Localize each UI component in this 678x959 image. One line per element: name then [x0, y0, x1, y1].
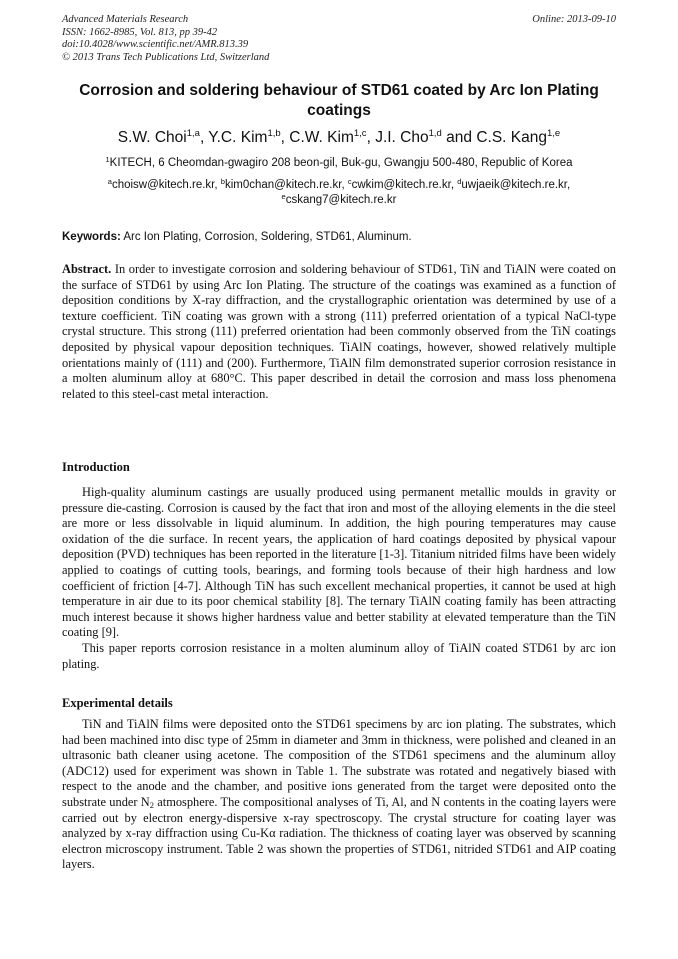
experimental-paragraph — [62, 717, 616, 873]
paper-title: Corrosion and soldering behaviour of STD61 coated by Arc Ion Plating coatings — [79, 82, 599, 119]
journal-name: Advanced Materials Research — [62, 14, 189, 25]
email-address: cwkim@kitech.re.kr — [351, 179, 451, 191]
author-separator: , — [280, 129, 290, 146]
email-entry — [108, 179, 221, 191]
email-mark: a — [107, 177, 112, 186]
author-name: S.W. Choi — [117, 129, 187, 146]
introduction-heading: Introduction — [62, 460, 130, 474]
introduction-paragraph: This paper reports corrosion resistance in a molten aluminum alloy of TiAlN coated STD61 by arc ion plating. — [62, 640, 616, 671]
author-separator: , — [366, 129, 376, 146]
email-separator: , — [450, 179, 458, 191]
email-list — [62, 178, 616, 208]
experimental-body — [62, 717, 616, 873]
email-mark: b — [220, 177, 225, 186]
email-entry — [348, 179, 457, 191]
author-affil-mark: 1,a — [186, 128, 200, 139]
affiliation — [62, 156, 616, 171]
email-address: kim0chan@kitech.re.kr — [224, 179, 342, 191]
email-separator: , — [567, 179, 571, 191]
issn-line: ISSN: 1662-8985, Vol. 813, pp 39-42 — [62, 26, 218, 38]
author — [289, 129, 375, 146]
journal-header — [62, 14, 616, 64]
author-affil-mark: 1,e — [546, 128, 561, 139]
experimental-heading: Experimental details — [62, 696, 173, 710]
author — [118, 129, 208, 146]
keywords — [62, 230, 616, 245]
author-affil-mark: 1,b — [267, 128, 281, 139]
author — [476, 129, 560, 146]
email-mark: c — [347, 177, 352, 186]
author-affil-mark: 1,d — [428, 128, 442, 139]
affiliation-mark: 1 — [105, 155, 110, 164]
keywords-label: Keywords: — [62, 231, 121, 243]
email-mark: d — [457, 177, 462, 186]
nitrogen-subscript: 2 — [149, 799, 154, 810]
email-entry — [457, 179, 570, 191]
email-separator: , — [214, 179, 221, 191]
author-separator: , — [199, 129, 209, 146]
experimental-text-part: atmosphere. The compositional analyses of Ti, Al, and N contents in the coating layers were carried out by electron energy-dispersive x-ray spectroscopy. The crystal structure for coating layer was analyzed by x-ray diffraction using Cu-Kα radiation. The thickness of coating layer was observed by scanning electron microscopy instrument. Table 2 was shown the properties of STD61, nitrided STD61 and AIP coating layers. — [62, 794, 616, 872]
copyright-line: © 2013 Trans Tech Publications Ltd, Switzerland — [62, 51, 270, 63]
abstract-label: Abstract. — [62, 262, 112, 276]
email-mark: e — [281, 192, 286, 201]
email-entry — [221, 179, 348, 191]
email-address: uwjaeik@kitech.re.kr — [461, 179, 568, 191]
experimental-text-part: TiN and TiAlN films were deposited onto the STD61 specimens by arc ion plating. The substrates, which had been machined into disc type of 25mm in diameter and 3mm in thickness, were polished and cleaned in an ultrasonic bath cleaner using acetone. The composition of the STD61 specimens and the aluminum alloy (ADC12) used for experiment was shown in Table 1. The substrate was rotated and negatively biased with respect to the anode and the chamber, and positive ions generated from the target were deposited onto the substrate under N — [62, 717, 616, 809]
abstract-text: In order to investigate corrosion and soldering behaviour of STD61, TiN and TiAlN were coated on the surface of STD61 by using Arc Ion Plating. The structure of the coatings was examined as a function of deposition conditions by X-ray diffraction, and the crystallographic orientation was determined by use of a texture coefficient. TiN coating was grown with a strong (111) preferred orientation of a typical NaCl-type crystal structure. This strong (111) preferred orientation had been commonly observed from the TiN coatings deposited by physical vapour deposition techniques. TiAlN coatings, however, showed relatively multiple orientations mainly of (111) and (200). Furthermore, TiAlN film demonstrated superior corrosion resistance in a molten aluminum alloy at 680°C. This paper described in detail the corrosion and mass loss phenomena related to this steel-cast metal interaction. — [62, 262, 616, 401]
email-address: cskang7@kitech.re.kr — [285, 194, 397, 206]
email-entry — [282, 194, 397, 206]
online-date: Online: 2013-09-10 — [532, 14, 616, 25]
introduction-paragraph: High-quality aluminum castings are usually produced using permanent metallic moulds in gravity or pressure die-casting. Corrosion is caused by the fact that iron and most of the alloying elements in the die steel are more or less dissolvable in liquid aluminum. In addition, the high pouring temperatures may cause oxidation of the die surface. In recent years, the application of hard coatings deposited by physical vapour deposition (PVD) techniques has been reported in the literature [1-3]. Titanium nitrided films have been widely applied to coatings of cutting tools, bearings, and forming tools because of their high hardness and low coefficient of friction [4-7]. Although TiN has such excellent mechanical properties, it cannot be used at high temperature in air due to its poor chemical stability [8]. The ternary TiAlN coating family has been attracting much interest because it shows higher hardness value and better stability at elevated temperature than the TiN coating [9]. — [62, 485, 616, 640]
author — [208, 129, 289, 146]
doi-line: doi:10.4028/www.scientific.net/AMR.813.39 — [62, 39, 249, 50]
author-name: Y.C. Kim — [208, 129, 268, 146]
author-name: J.I. Cho — [375, 129, 429, 146]
email-address: choisw@kitech.re.kr — [111, 179, 215, 191]
email-separator: , — [341, 179, 348, 191]
abstract — [62, 262, 616, 402]
author-affil-mark: 1,c — [353, 128, 367, 139]
author-name: C.S. Kang — [476, 129, 547, 146]
author-list — [62, 128, 616, 148]
keywords-text: Arc Ion Plating, Corrosion, Soldering, STD61, Aluminum. — [123, 231, 412, 243]
author — [375, 129, 476, 146]
author-name: C.W. Kim — [289, 129, 354, 146]
author-separator: and — [441, 129, 477, 146]
introduction-body — [62, 485, 616, 672]
affiliation-text: KITECH, 6 Cheomdan-gwagiro 208 beon-gil, Buk-gu, Gwangju 500-480, Republic of Korea — [109, 157, 573, 169]
